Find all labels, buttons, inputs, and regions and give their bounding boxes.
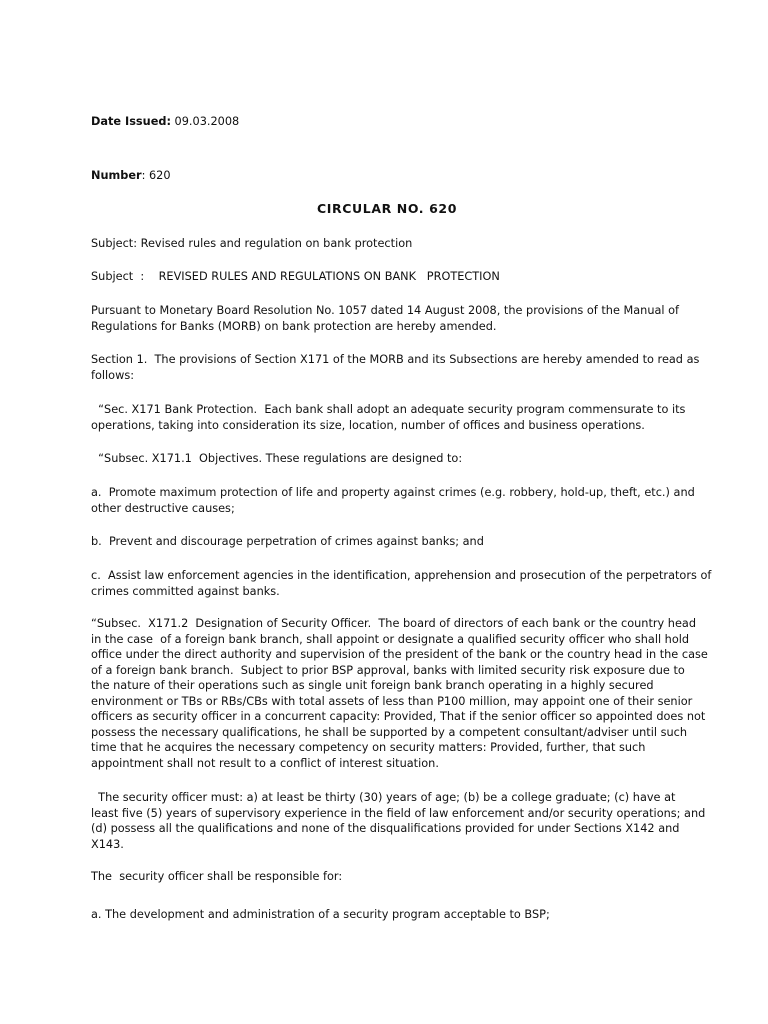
text-line: in the case of a foreign bank branch, shall appoint or designate a qualified security officer who shall hold [91, 632, 690, 646]
text-line: (d) possess all the qualifications and none of the disqualifications provided for under Sections X142 and [91, 822, 680, 835]
subject-paragraph [91, 236, 691, 252]
text-line: environment or TBs or RBs/CBs with total assets of less than P100 million, may appoint one of their senior [91, 694, 693, 708]
text-line: a. The development and administration of a security program acceptable to BSP; [91, 908, 550, 921]
text-line: appointment shall not result to a conflict of interest situation. [91, 756, 439, 770]
text-line: Regulations for Banks (MORB) on bank protection are hereby amended. [91, 319, 497, 333]
subsec-x171-2-paragraph [91, 616, 708, 771]
text-line: “Subsec. X171.1 Objectives. These regulations are designed to: [91, 452, 463, 465]
date-issued-label: Date Issued: [91, 115, 171, 128]
objective-b-paragraph [91, 534, 691, 550]
text-line: “Subsec. X171.2 Designation of Security Officer. The board of directors of each bank or the country head [91, 617, 697, 630]
subsec-x171-1-paragraph [91, 451, 691, 467]
text-line: of a foreign bank branch. Subject to prior BSP approval, banks with limited security risk exposure due to [91, 663, 685, 677]
number-line [91, 168, 691, 184]
text-line: c. Assist law enforcement agencies in the identification, apprehension and prosecution of the perpetrators of [91, 569, 712, 582]
text-line: crimes committed against banks. [91, 584, 280, 598]
text-line: Subject : REVISED RULES AND REGULATIONS ON BANK PROTECTION [91, 270, 500, 283]
text-line: time that he acquires the necessary competency on security matters: Provided, further, that such [91, 741, 646, 754]
subject-caps-paragraph [91, 269, 691, 285]
text-line: operations, taking into consideration its size, location, number of offices and business operations. [91, 418, 645, 432]
sec-x171-paragraph [91, 402, 691, 433]
text-line: X143. [91, 837, 124, 851]
date-issued-value: 09.03.2008 [170, 115, 240, 128]
text-line: The security officer must: a) at least be thirty (30) years of age; (b) be a college graduate; (c) have at [91, 791, 676, 804]
preamble-paragraph [91, 303, 691, 334]
text-line: Subject: Revised rules and regulation on bank protection [91, 237, 413, 250]
text-line: office under the direct authority and supervision of the president of the bank or the country head in the case [91, 648, 708, 661]
text-line: a. Promote maximum protection of life and property against crimes (e.g. robbery, hold-up, theft, etc.) and [91, 486, 695, 499]
responsibility-a-paragraph [91, 907, 691, 923]
text-line: follows: [91, 368, 135, 382]
text-line: other destructive causes; [91, 501, 235, 515]
date-issued-line [91, 114, 691, 130]
text-line: Pursuant to Monetary Board Resolution No. 1057 dated 14 August 2008, the provisions of the Manual of [91, 304, 680, 317]
text-line: Section 1. The provisions of Section X171 of the MORB and its Subsections are hereby amended to read as [91, 353, 700, 366]
text-line: least five (5) years of supervisory experience in the field of law enforcement and/or security operations; and [91, 806, 706, 820]
number-label: Number [91, 169, 142, 182]
text-line: b. Prevent and discourage perpetration of crimes against banks; and [91, 535, 484, 548]
circular-title: CIRCULAR NO. 620 [317, 201, 457, 216]
objective-a-paragraph [91, 485, 695, 516]
text-line: “Sec. X171 Bank Protection. Each bank shall adopt an adequate security program commensurate to its [91, 403, 686, 416]
number-value: : 620 [141, 169, 171, 182]
security-officer-responsibilities-intro [91, 869, 691, 885]
text-line: possess the necessary qualifications, he shall be supported by a competent consultant/adviser until such [91, 725, 688, 739]
text-line: The security officer shall be responsible for: [91, 870, 343, 883]
security-officer-qualifications-paragraph [91, 790, 706, 852]
section-1-paragraph [91, 352, 700, 383]
text-line: the nature of their operations such as single unit foreign bank branch operating in a highly secured [91, 679, 654, 692]
objective-c-paragraph [91, 568, 712, 599]
text-line: officers as security officer in a concurrent capacity: Provided, That if the senior officer so appointed does not [91, 710, 706, 723]
